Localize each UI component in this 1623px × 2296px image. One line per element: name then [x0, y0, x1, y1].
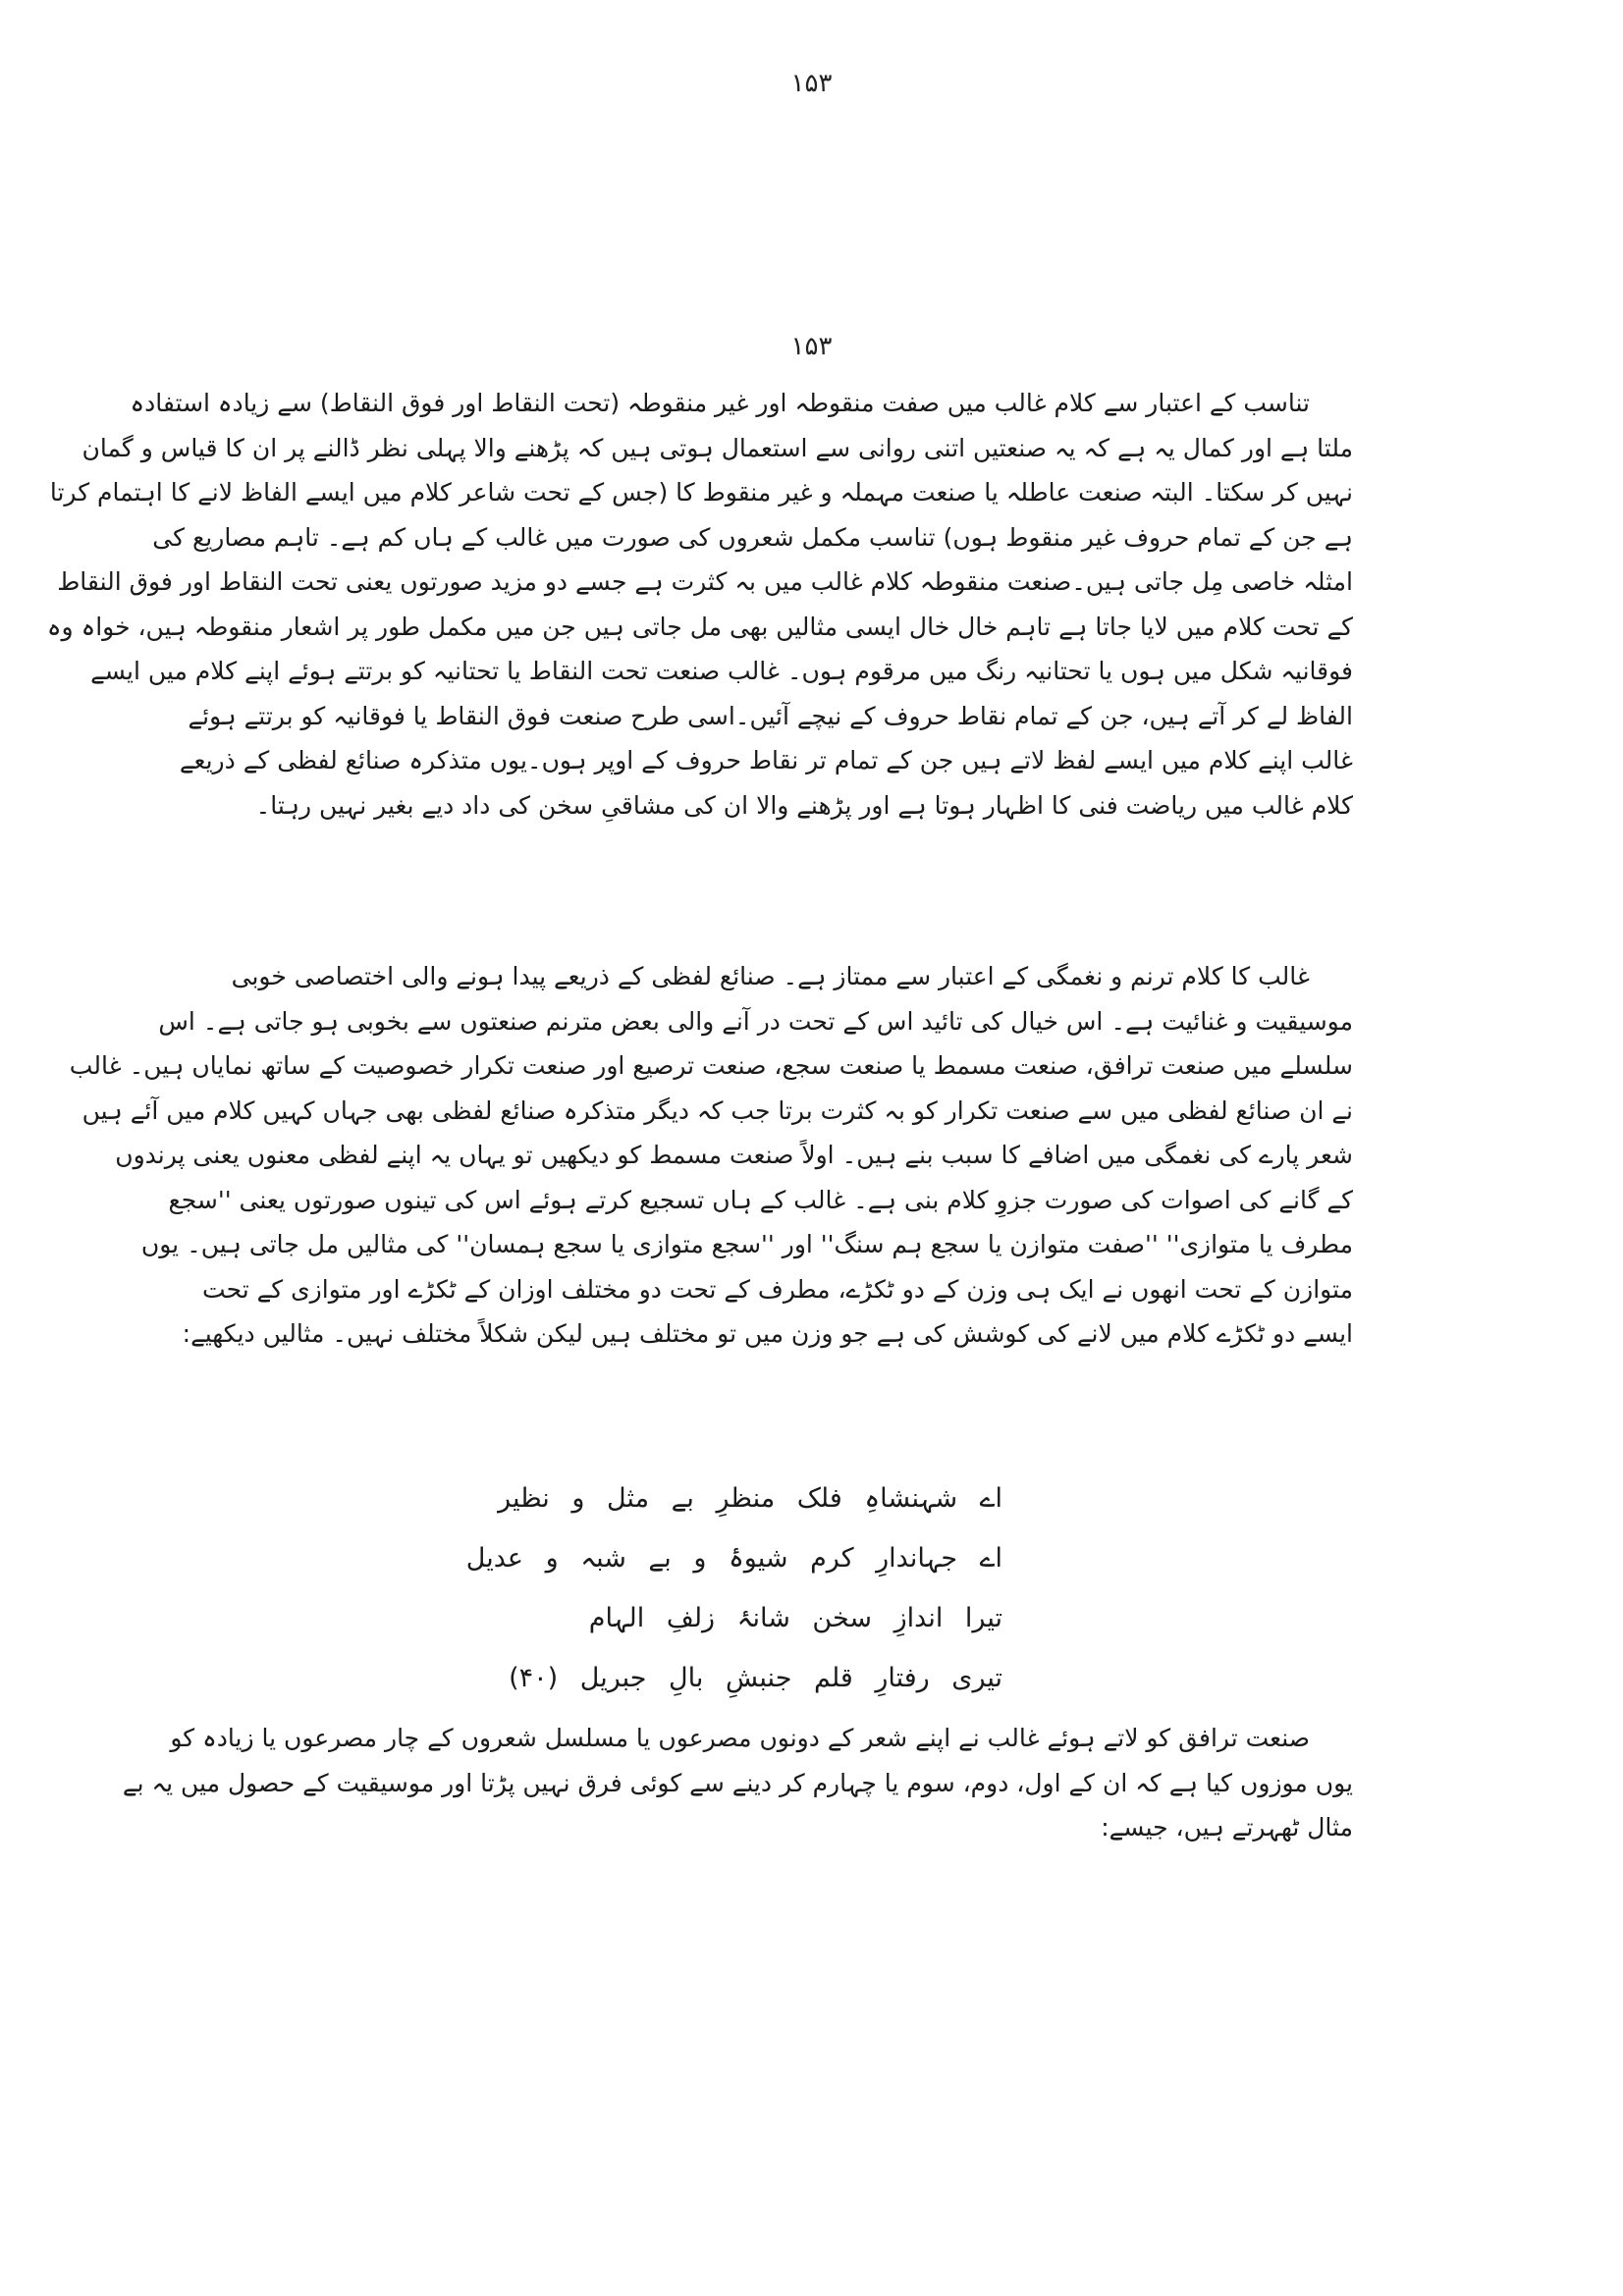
text-line: متوازن کے تحت انھوں نے ایک ہی وزن کے دو ٹکڑے، مطرف کے تحت دو مختلف اوزان کے ٹکڑے اور متوازی کے تحت: [202, 1274, 1353, 1304]
text-line: موسیقیت و غنائیت ہے۔ اس خیال کی تائید اس کے تحت در آنے والی بعض مترنم صنعتوں سے بخوبی ہو جاتی ہے۔ اس: [158, 1006, 1353, 1036]
text-line: سلسلے میں صنعت ترافق، صنعت مسمط یا صنعت سجع، صنعت ترصیع اور صنعت تکرار خصوصیت کے ساتھ نمایاں ہیں۔ غالب: [69, 1051, 1353, 1080]
text-line: ہے جن کے تمام حروف غیر منقوط ہوں) تناسب مکمل شعروں کی صورت میں غالب کے ہاں کم ہے۔ تاہم مصاریع کی: [152, 522, 1353, 552]
text-line: تناسب کے اعتبار سے کلام غالب میں صفت منقوطہ اور غیر منقوطہ (تحت النقاط اور فوق النقاط) سے زیادہ استفادہ: [130, 389, 1310, 417]
verse-block: [453, 1468, 1002, 1708]
paragraph-tanasub: [46, 381, 1353, 828]
text-line: امثلہ خاصی مِل جاتی ہیں۔صنعت منقوطہ کلام غالب میں بہ کثرت ہے جسے دو مزید صورتوں یعنی تحت النقاط اور فوق النقاط: [57, 567, 1353, 596]
text-line: ملتا ہے اور کمال یہ ہے کہ یہ صنعتیں اتنی روانی سے استعمال ہوتی ہیں کہ پڑھنے والا پہلی نظر ڈالنے پر ان کا قیاس و گمان: [81, 433, 1353, 462]
text-line: نے ان صنائع لفظی میں سے صنعت تکرار کو بہ کثرت برتا جب کہ دیگر متذکرہ صنائع لفظی بھی جہاں کہیں کلام میں آئے ہیں: [81, 1095, 1353, 1125]
text-line: شعر پارے کی نغمگی میں اضافے کا سبب بنے ہیں۔ اولاً صنعت مسمط کو دیکھیں تو یہاں یہ اپنے لفظی معنوں یعنی پرندوں: [115, 1141, 1353, 1169]
text-line: یوں موزوں کیا ہے کہ ان کے اول، دوم، سوم یا چہارم کر دینے سے کوئی فرق نہیں پڑتا اور موسیقیت کے حصول میں یہ بے: [122, 1768, 1353, 1797]
verse-line: تیرا اندازِ سخن شانۂ زلفِ الہام: [588, 1603, 1002, 1633]
text-line: مطرف یا متوازی'' ''صفت متوازن یا سجع ہم سنگ'' اور ''سجع متوازی یا سجع ہمسان'' کی مثالیں مل جاتی ہیں۔ یوں: [140, 1230, 1353, 1258]
verse-line: تیری رفتارِ قلم جنبشِ بالِ جبریل (۴۰): [509, 1663, 1002, 1693]
paragraph-tarannum: [69, 954, 1353, 1357]
paragraph-tarafuq: [122, 1716, 1353, 1850]
text-line: غالب کا کلام ترنم و نغمگی کے اعتبار سے ممتاز ہے۔ صنائع لفظی کے ذریعے پیدا ہونے والی اختصاصی خوبی: [231, 962, 1310, 990]
text-line: کے گانے کی اصوات کی صورت جزوِ کلام بنی ہے۔ غالب کے ہاں تسجیع کرتے ہوئے اس کی تینوں صورتوں یعنی ''سجع: [168, 1185, 1353, 1214]
text-line: فوقانیہ شکل میں ہوں یا تحتانیہ رنگ میں مرقوم ہوں۔ غالب صنعت تحت النقاط یا تحتانیہ کو برتتے ہوئے اپنے کلام میں ایسے: [90, 657, 1353, 685]
text-line: غالب اپنے کلام میں ایسے لفظ لاتے ہیں جن کے تمام تر نقاط حروف کے اوپر ہوں۔یوں متذکرہ صنائع لفظی کے ذریعے: [179, 746, 1353, 774]
text-line: کے تحت کلام میں لایا جاتا ہے تاہم خال خال ایسی مثالیں بھی مل جاتی ہیں جن میں مکمل طور پر اشعار منقوطہ ہیں، خواہ وہ: [46, 612, 1353, 641]
text-line: الفاظ لے کر آتے ہیں، جن کے تمام نقاط حروف کے نیچے آئیں۔اسی طرح صنعت فوق النقاط یا فوقانیہ کو برتتے ہوئے: [188, 701, 1353, 730]
verse-line: اے جہاندارِ کرم شیوۂ و بے شبہ و عدیل: [465, 1543, 1002, 1574]
text-line: کلام غالب میں ریاضت فنی کا اظہار ہوتا ہے اور پڑھنے والا ان کی مشاقیِ سخن کی داد دیے بغیر نہیں رہتا۔: [255, 790, 1353, 820]
text-line: ایسے دو ٹکڑے کلام میں لانے کی کوشش کی ہے جو وزن میں تو مختلف ہیں لیکن شکلاً مختلف نہیں۔ مثالیں دیکھیے:: [182, 1319, 1353, 1348]
page-number-top: ۱۵۳: [790, 69, 833, 98]
text-line: نہیں کر سکتا۔ البتہ صنعت عاطلہ یا صنعت مہملہ و غیر منقوط کا (جس کے تحت شاعر کلام میں ایسے الفاظ لانے کا اہتمام کرتا: [49, 478, 1353, 507]
verse-line: اے شہنشاہِ فلک منظرِ بے مثل و نظیر: [498, 1483, 1002, 1514]
text-line: صنعت ترافق کو لاتے ہوئے غالب نے اپنے شعر کے دونوں مصرعوں یا مسلسل شعروں کے چار مصرعوں یا زیادہ کو: [170, 1724, 1310, 1752]
text-line: مثال ٹھہرتے ہیں، جیسے:: [1101, 1813, 1353, 1842]
page-number-inner: ۱۵۳: [790, 332, 833, 361]
